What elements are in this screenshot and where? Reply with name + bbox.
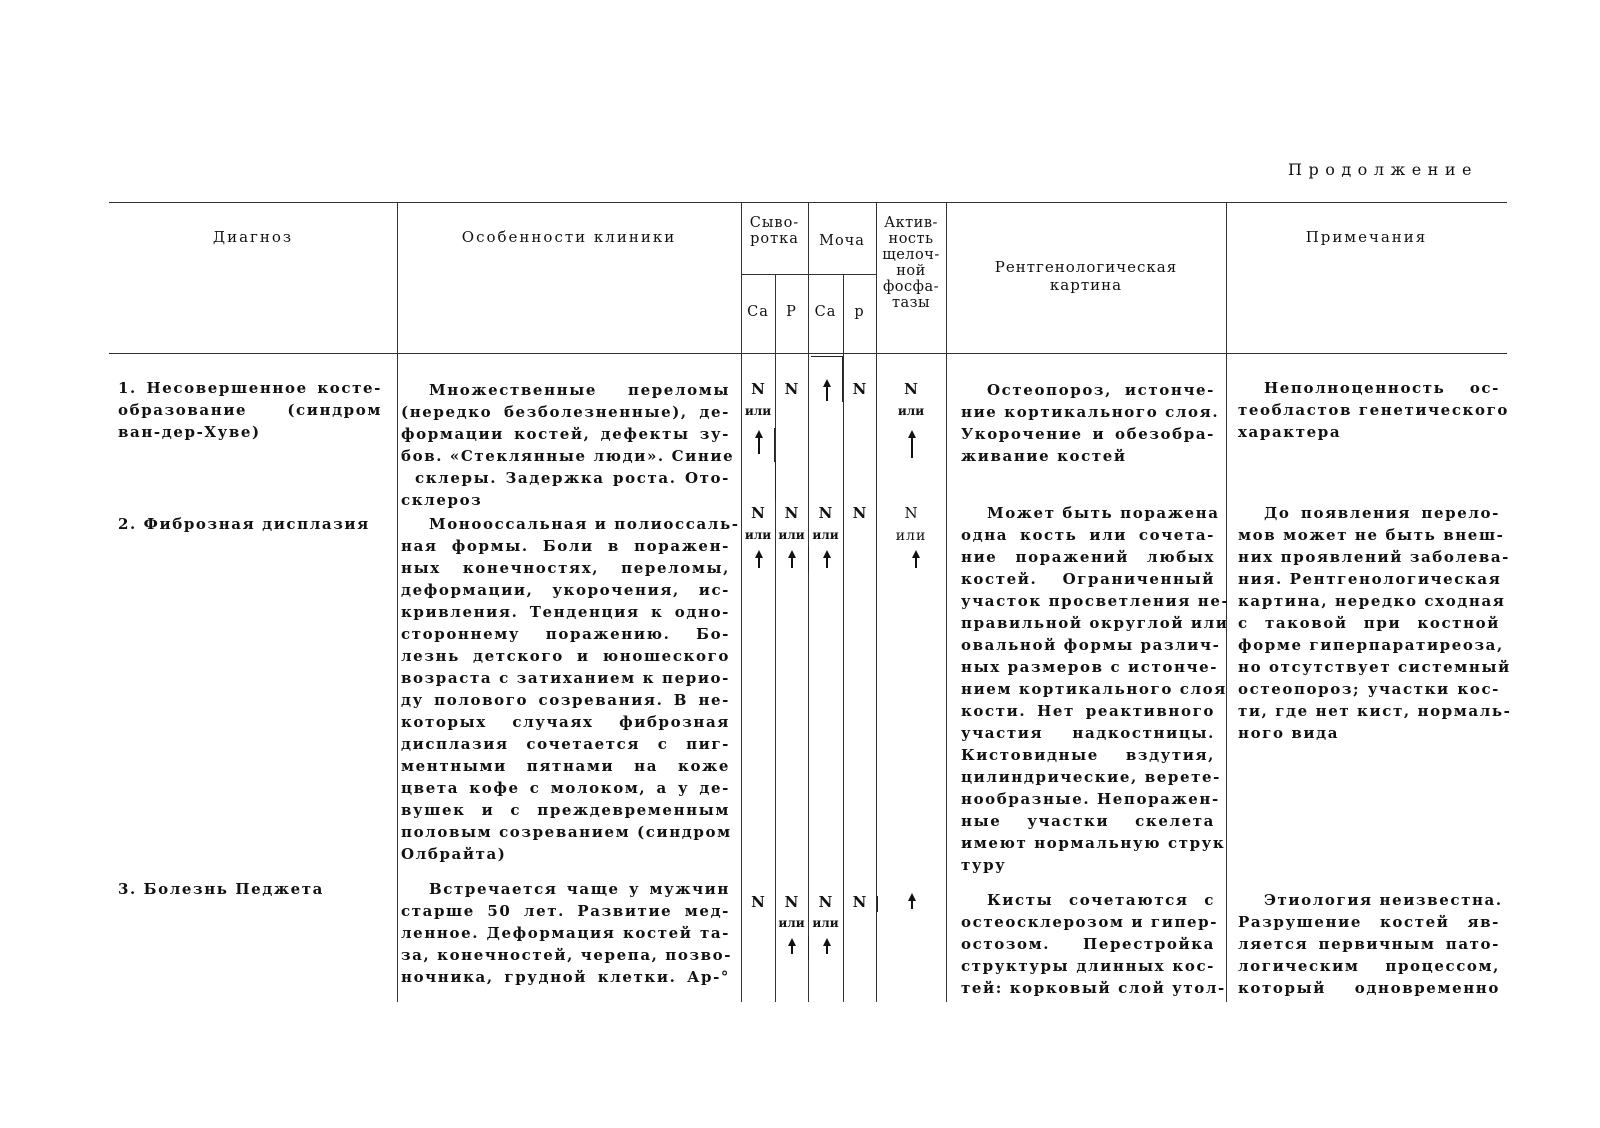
row1-serum-ca-up-arrow <box>758 432 760 454</box>
row2-xray: Может быть поражена одна кость или сочета- ние поражений любых костей. Ограниченный участок просветления не- правильной округлой или овальной формы различ- ных размеров с истонче- нием кортикального слоя кости. Нет реактивного участия надкостницы. Кистовидные вздутия, цилиндрические, верете- нообразные. Непоражен- ные участки скелета имеют нормальную струк туру <box>961 504 1230 874</box>
row2-alp-or: или <box>895 528 927 544</box>
row1-serum-ca-or: или <box>744 404 772 418</box>
row1-alp-up-arrow <box>911 432 913 458</box>
row2-serum-ca: N <box>751 504 765 522</box>
header-urine-p: p <box>854 304 865 320</box>
row3-serum-p-or: или <box>778 916 805 930</box>
row3-diagnosis: 3. Болезнь Педжета <box>118 880 324 898</box>
row1-serum-ca: N <box>751 380 765 398</box>
row3-urine-ca-up-arrow <box>826 940 828 954</box>
row1-diagnosis: 1. Несовершенное косте- образование (синдром ван-дер-Хуве) <box>118 379 382 441</box>
row2-alp: N <box>904 504 918 522</box>
row1-alp: N <box>904 380 918 398</box>
row2-serum-ca-or: или <box>744 528 772 542</box>
row3-urine-ca: N <box>818 893 833 911</box>
header-serum-p: P <box>786 304 797 320</box>
column-divider <box>946 202 947 1002</box>
header-urine: Моча <box>819 233 865 249</box>
column-divider <box>876 202 877 1002</box>
header-notes: Примечания <box>1305 228 1428 246</box>
row3-xray: Кисты сочетаются с остеосклерозом и гипер- остозом. Перестройка структуры длинных кос- тей: корковый слой утол- <box>961 891 1226 997</box>
row3-alp-up-arrow <box>911 895 913 909</box>
row2-clinic: Монооссальная и полиоссаль- ная формы. Боли в поражен- ных конечностях, переломы, деформации, укорочения, ис- кривления. Тенденция к одно- стороннему поражению. Бо- лезнь детского и юношеского возраста с затиханием к перио- ду полового созревания. В не- которых случаях фиброзная дисплазия сочетается с пиг- ментными пятнами на коже цвета кофе с молоком, а у де- вушек и с преждевременным половым созреванием (синдром Олбрайта) <box>401 515 740 863</box>
header-diagnosis: Диагноз <box>212 228 294 246</box>
row2-diagnosis: 2. Фиброзная дисплазия <box>118 515 370 533</box>
column-divider <box>397 202 398 1002</box>
row3-urine-ca-or: или <box>812 916 839 930</box>
row2-serum-p-up-arrow <box>791 552 793 568</box>
row1-xray: Остеопороз, истонче- ние кортикального слоя. Укорочение и обезобра- живание костей <box>961 381 1220 465</box>
column-divider <box>808 202 809 1002</box>
row3-clinic: Встречается чаще у мужчин старше 50 лет. Развитие мед- ленное. Деформация костей та- за, конечностей, черепа, позво- ночника, грудной клетки. Ар-° <box>401 880 733 986</box>
row3-mark <box>808 936 809 960</box>
row2-serum-ca-up-arrow <box>758 552 760 568</box>
header-urine-ca: Ca <box>814 304 837 320</box>
row3-mark <box>877 896 878 912</box>
row3-serum-p-up-arrow <box>791 940 793 954</box>
row1-mark <box>775 460 776 500</box>
row1-notes: Неполноценность ос- теобластов генетического характера <box>1238 379 1509 441</box>
row3-serum-p: N <box>784 893 799 911</box>
row1-clinic: Множественные переломы (нередко безболезненные), де- формации костей, дефекты зу- бов. «Стеклянные люди». Синие склеры. Задержка роста. Ото- склероз <box>401 381 735 509</box>
row2-urine-ca: N <box>818 504 833 522</box>
row2-mark <box>808 546 809 572</box>
row2-serum-p-or: или <box>778 528 805 542</box>
header-xray: Рентгенологическая картина <box>994 258 1178 294</box>
row2-urine-p: N <box>852 504 867 522</box>
header-serum: Сыво- ротка <box>749 215 800 247</box>
row2-alp-up-arrow <box>915 552 917 568</box>
header-alkaline-phosphatase: Актив- ность щелоч- ной фосфа- тазы <box>882 215 940 311</box>
row3-urine-p: N <box>852 893 867 911</box>
header-serum-ca: Ca <box>747 304 769 320</box>
continuation-label: Продолжение <box>1288 160 1478 179</box>
row1-mark <box>774 428 775 462</box>
row2-urine-ca-up-arrow <box>826 552 828 568</box>
row3-notes: Этиология неизвестна. Разрушение костей яв- ляется первичным пато- логическим процессом, который одновременно <box>1238 891 1503 997</box>
row2-urine-ca-or: или <box>812 528 839 542</box>
row1-urine-ca-up-arrow <box>826 381 828 401</box>
header-clinic: Особенности клиники <box>461 228 677 246</box>
row2-notes: До появления перело- мов может не быть внеш- них проявлений заболева- ния. Рентгенологическая картина, нередко сходная с таковой при костной форме гиперпаратиреоза, но отсутствует системный остеопороз; участки кос- ти, где нет кист, нормаль- ного вида <box>1238 504 1512 742</box>
row2-serum-p: N <box>784 504 799 522</box>
row1-alp-or: или <box>897 404 925 418</box>
row1-serum-p: N <box>784 380 799 398</box>
row1-mark <box>811 356 843 359</box>
row3-serum-ca: N <box>751 893 765 911</box>
row1-urine-p: N <box>852 380 867 398</box>
column-divider <box>741 202 742 1002</box>
